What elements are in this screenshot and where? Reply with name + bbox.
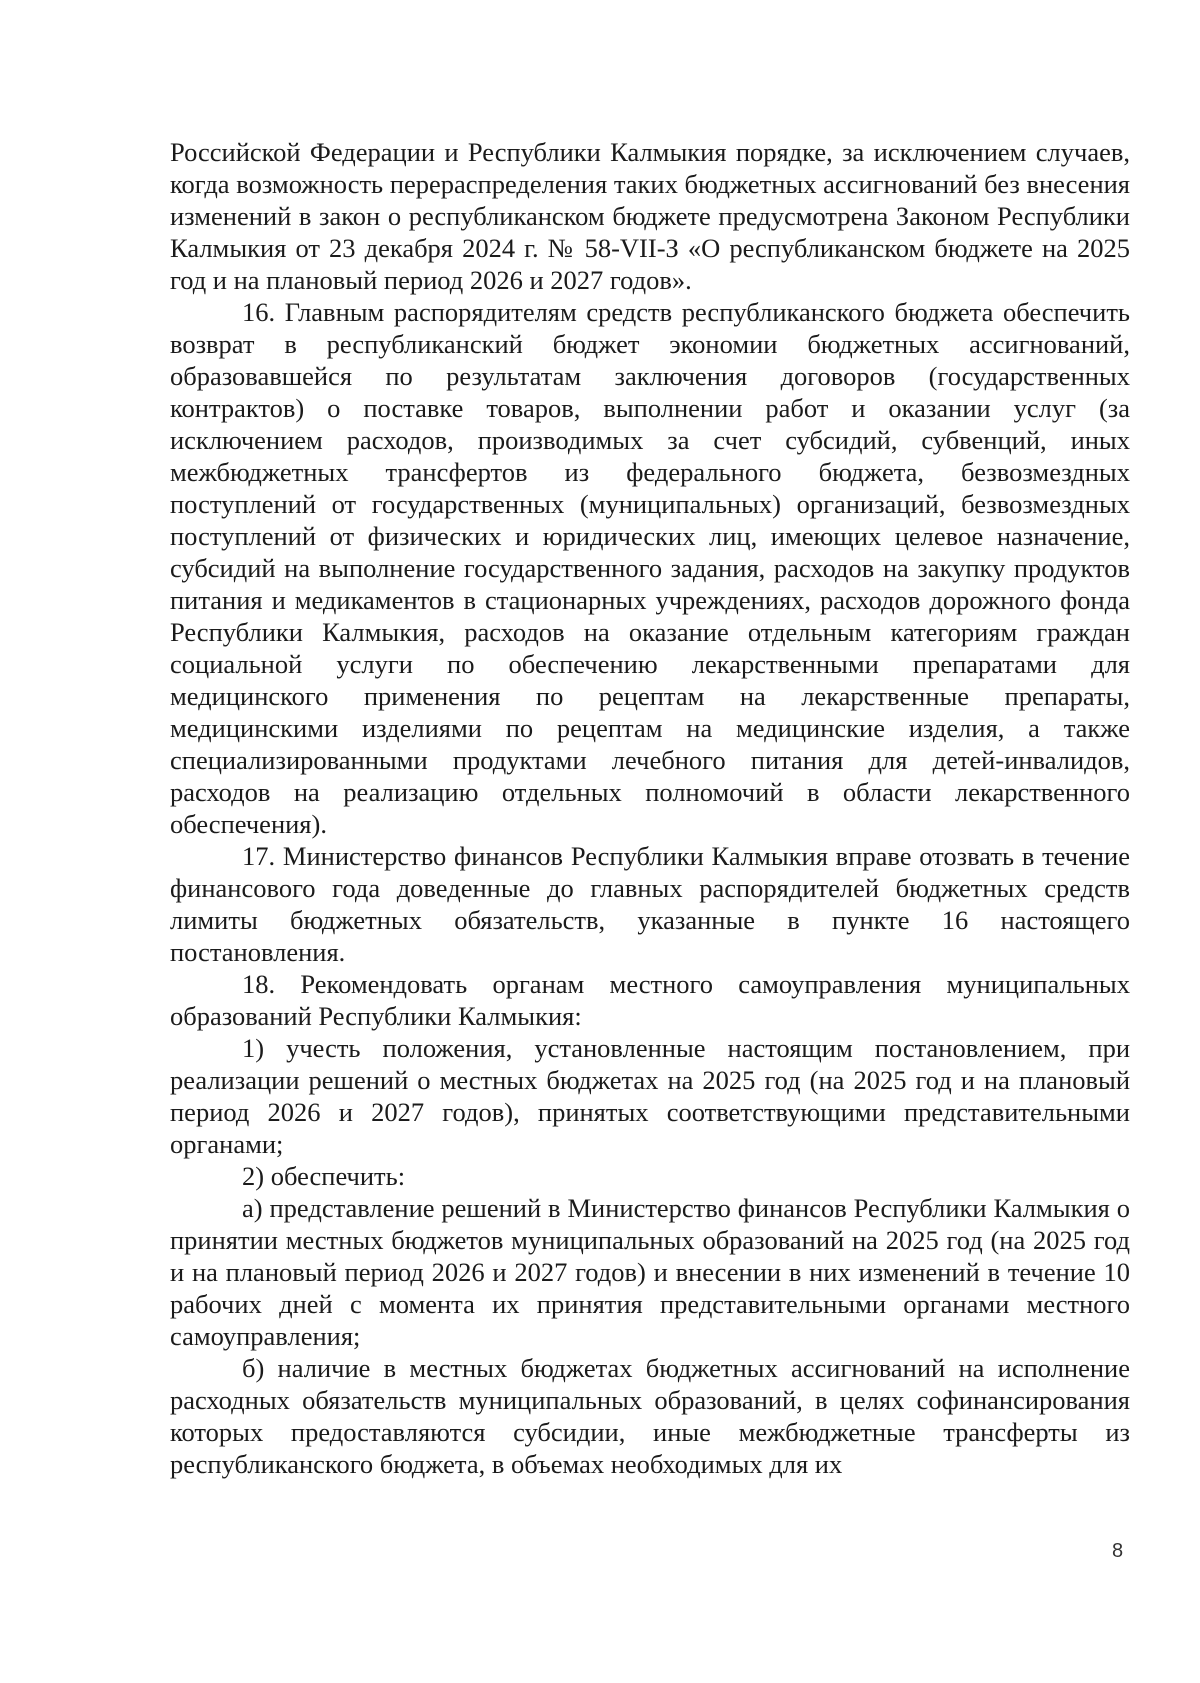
paragraph-item-16: 16. Главным распорядителям средств республиканского бюджета обеспечить возврат в республиканский бюджет экономии бюджетных ассигнований, образовавшейся по результатам заключения договоров (государственных контрактов) о поставке товаров, выполнении работ и оказании услуг (за исключением расходов, производимых за счет субсидий, субвенций, иных межбюджетных трансфертов из федерального бюджета, безвозмездных поступлений от государственных (муниципальных) организаций, безвозмездных поступлений от физических и юридических лиц, имеющих целевое назначение, субсидий на выполнение государственного задания, расходов на закупку продуктов питания и медикаментов в стационарных учреждениях, расходов дорожного фонда Республики Калмыкия, расходов на оказание отдельным категориям граждан социальной услуги по обеспечению лекарственными препаратами для медицинского применения по рецептам на лекарственные препараты, медицинскими изделиями по рецептам на медицинские изделия, а также специализированными продуктами лечебного питания для детей-инвалидов, расходов на реализацию отдельных полномочий в области лекарственного обеспечения). bbox=[170, 297, 1130, 839]
document-body bbox=[170, 136, 1130, 1480]
page-number: 8 bbox=[1112, 1540, 1124, 1562]
paragraph-item-17: 17. Министерство финансов Республики Калмыкия вправе отозвать в течение финансового года доведенные до главных распорядителей бюджетных средств лимиты бюджетных обязательств, указанные в пункте 16 настоящего постановления. bbox=[170, 841, 1130, 967]
paragraph-continuation: Российской Федерации и Республики Калмыкия порядке, за исключением случаев, когда возможность перераспределения таких бюджетных ассигнований без внесения изменений в закон о республиканском бюджете предусмотрена Законом Республики Калмыкия от 23 декабря 2024 г. № 58-VII-З «О республиканском бюджете на 2025 год и на плановый период 2026 и 2027 годов». bbox=[170, 137, 1130, 295]
paragraph-item-18-2-a: а) представление решений в Министерство финансов Республики Калмыкия о принятии местных бюджетов муниципальных образований на 2025 год (на 2025 год и на плановый период 2026 и 2027 годов) и внесении в них изменений в течение 10 рабочих дней с момента их принятия представительными органами местного самоуправления; bbox=[170, 1193, 1130, 1351]
paragraph-item-18-1: 1) учесть положения, установленные настоящим постановлением, при реализации решений о местных бюджетах на 2025 год (на 2025 год и на плановый период 2026 и 2027 годов), принятых соответствующими представительными органами; bbox=[170, 1033, 1130, 1159]
paragraph-item-18-2: 2) обеспечить: bbox=[242, 1161, 406, 1191]
paragraph-item-18: 18. Рекомендовать органам местного самоуправления муниципальных образований Республики Калмыкия: bbox=[170, 969, 1130, 1031]
paragraph-item-18-2-b: б) наличие в местных бюджетах бюджетных ассигнований на исполнение расходных обязательств муниципальных образований, в целях софинансирования которых предоставляются субсидии, иные межбюджетные трансферты из республиканского бюджета, в объемах необходимых для их bbox=[170, 1353, 1130, 1479]
